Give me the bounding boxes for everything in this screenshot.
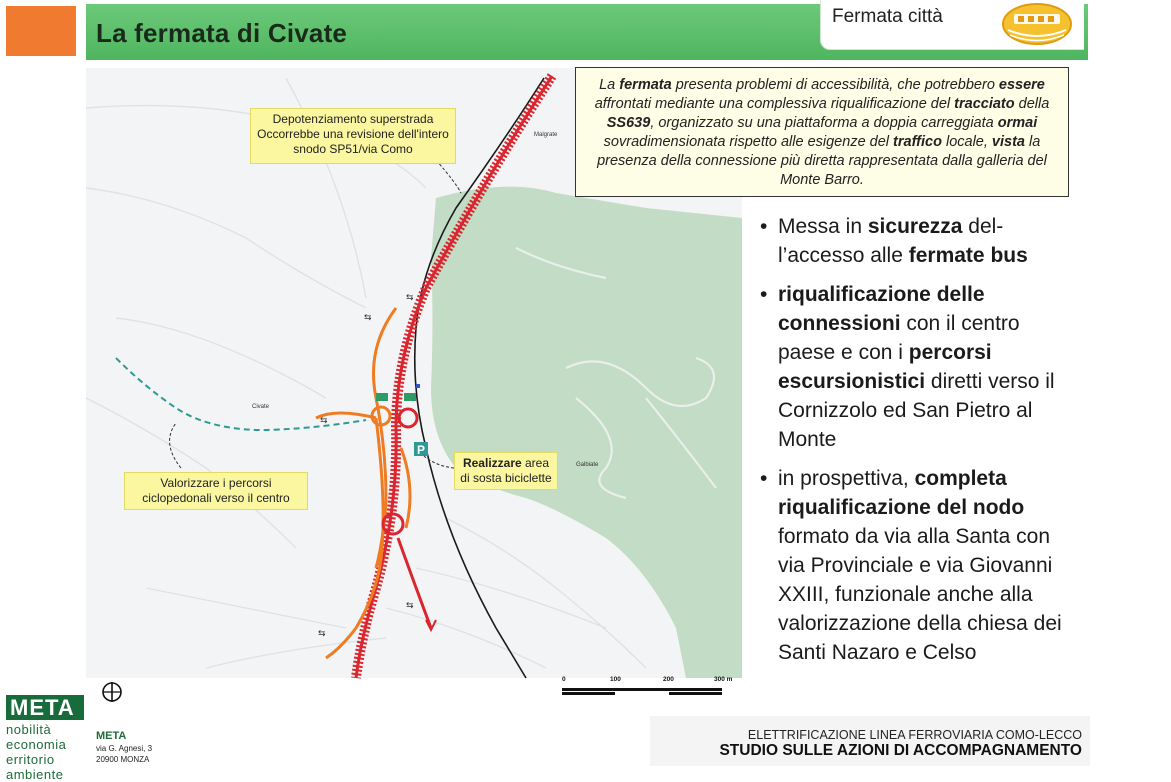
- forest-area: [431, 187, 742, 678]
- bullet-dot: •: [760, 283, 768, 306]
- bullet-list: [760, 212, 1080, 677]
- scale-label-0: 0: [562, 676, 566, 683]
- label-malgrate: Malgrate: [534, 132, 558, 138]
- bullet-item: • riqualificazione delle connessioni con il centro paese e con i percorsi escursionistici diretti verso il Cornizzolo ed San Pietro al Monte: [760, 280, 1080, 454]
- meta-tagline: nobilità economia erritorio ambiente: [6, 722, 67, 782]
- cycle-path: [116, 358, 366, 430]
- note-superstrada: Depotenziamento superstrada Occorrebbe una revisione dell'intero snodo SP51/via Como: [250, 108, 456, 164]
- note-sosta-biciclette: Realizzare area di sosta biciclette: [454, 452, 558, 490]
- page-title: La fermata di Civate: [96, 18, 348, 48]
- scale-bar-graphic: [562, 686, 722, 698]
- footer-project: ELETTRIFICAZIONE LINEA FERROVIARIA COMO-LECCO: [747, 728, 1082, 742]
- meta-address-street: via G. Agnesi, 3: [96, 744, 153, 753]
- city-label: Fermata città: [832, 6, 943, 27]
- svg-text:⇆: ⇆: [406, 293, 414, 303]
- corner-accent: [6, 6, 76, 56]
- accessibility-callout: La fermata presenta problemi di accessibilità, che potrebbero essere affrontati mediante una complessiva riqualificazione del tracciato della SS639, organizzato su una piattaforma a doppia carreggiata ormai sovradimensionata rispetto alle esigenze del traffico locale, vista la presenza della connessione più diretta rappresentata dalla galleria del Monte Barro.: [575, 67, 1069, 197]
- scale-label-300: 300 m: [714, 676, 733, 683]
- north-arrow-icon: [100, 680, 124, 704]
- parking-symbol: P: [417, 443, 426, 457]
- meta-address-name: META: [96, 730, 127, 742]
- svg-text:⇆: ⇆: [364, 313, 372, 323]
- bullet-item: • in prospettiva, completa riqualificazione del nodo formato da via alla Santa con via Provinciale e via Giovanni XXIII, funzionale anche alla valorizzazione della chiesa dei Santi Nazaro e Celso: [760, 464, 1080, 667]
- meta-address-city: 20900 MONZA: [96, 755, 150, 764]
- bullet-dot: •: [760, 215, 768, 238]
- svg-text:⇆: ⇆: [318, 629, 326, 639]
- roundabout-2: [399, 409, 417, 427]
- bullet-dot: •: [760, 467, 768, 490]
- bullet-item: • Messa in sicurezza del-l’accesso alle fermate bus: [760, 212, 1080, 270]
- svg-text:⇆: ⇆: [320, 416, 328, 426]
- red-branch: [398, 538, 431, 628]
- meta-logo: META: [6, 695, 84, 720]
- scale-label-200: 200: [663, 676, 674, 683]
- scale-label-100: 100: [610, 676, 621, 683]
- svg-text:⇆: ⇆: [406, 601, 414, 611]
- footer-study: STUDIO SULLE AZIONI DI ACCOMPAGNAMENTO: [719, 742, 1082, 759]
- note-percorsi: Valorizzare i percorsi ciclopedonali verso il centro: [124, 472, 308, 510]
- label-civate: Civate: [252, 404, 270, 410]
- citta-logo-icon: [1000, 2, 1074, 46]
- label-galbiate: Galbiate: [576, 462, 599, 468]
